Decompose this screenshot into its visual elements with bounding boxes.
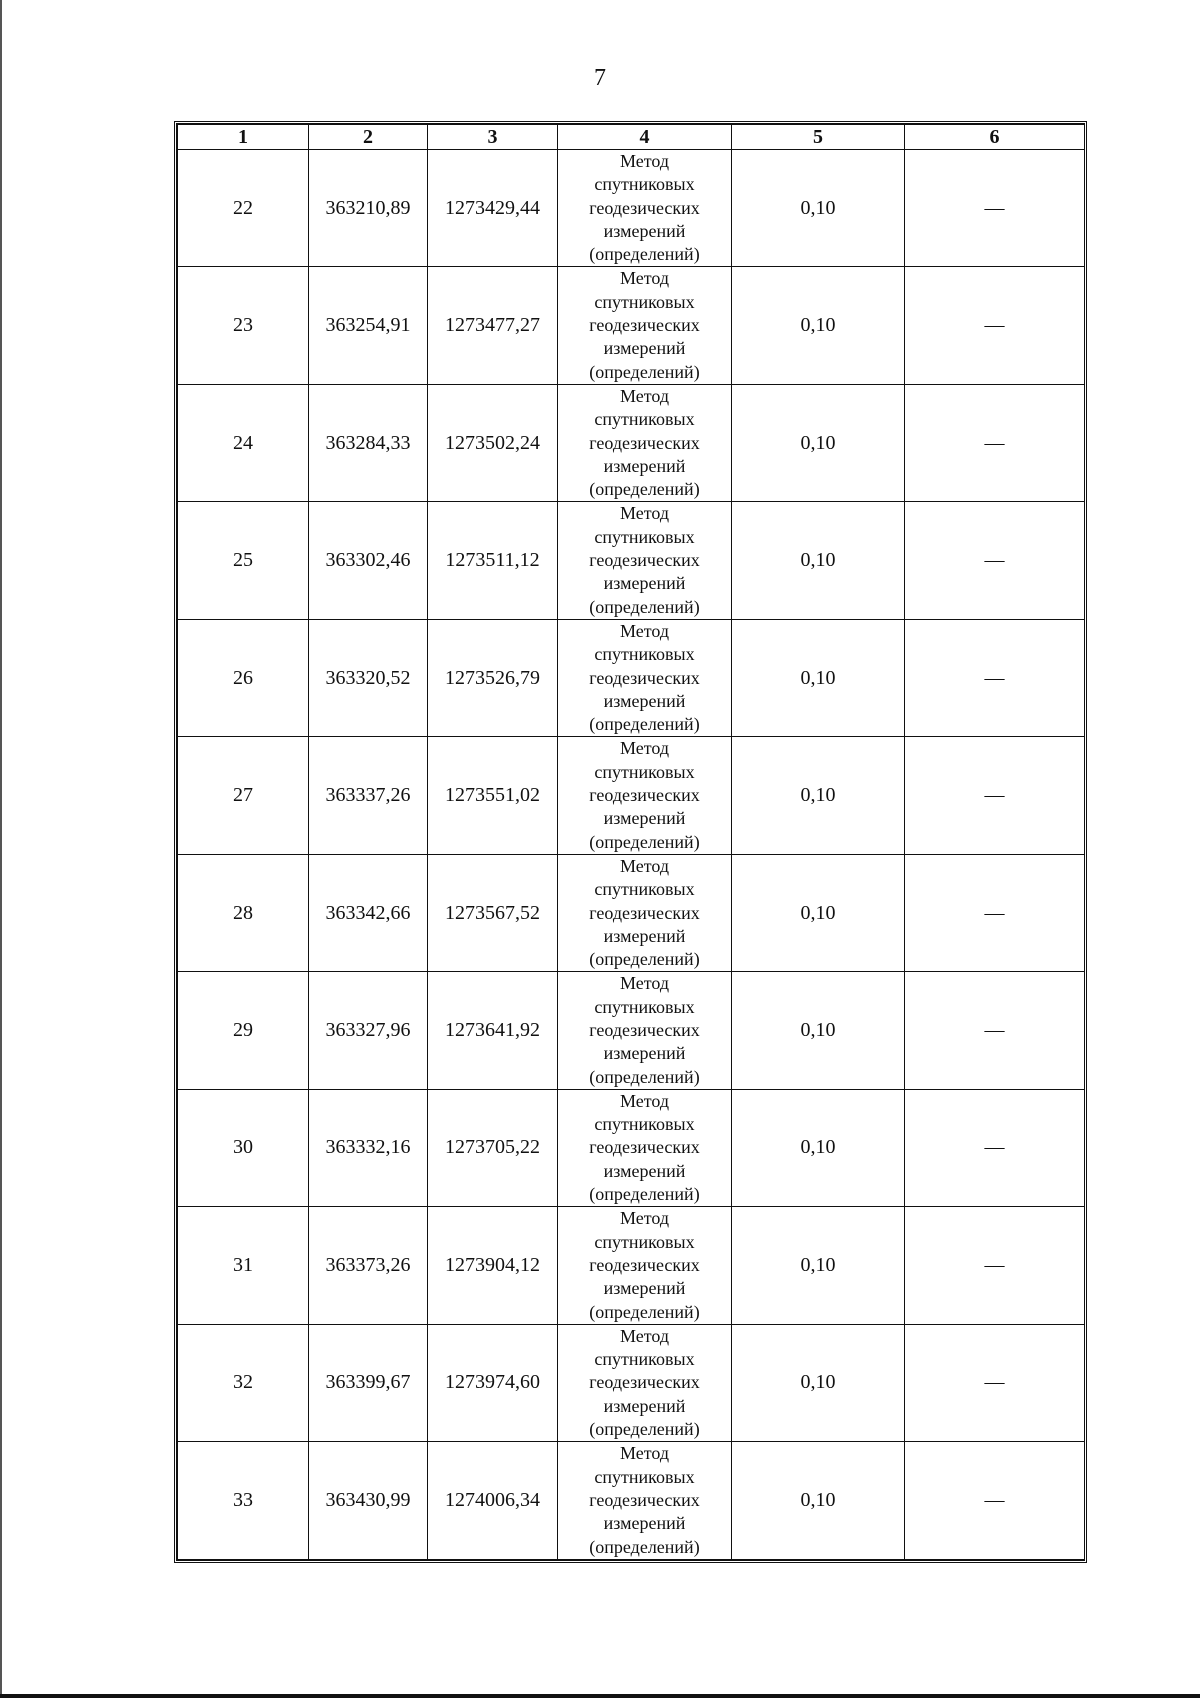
- page-number: 7: [594, 65, 606, 91]
- table-row: [178, 150, 1085, 267]
- method-text-line: Метод: [619, 855, 670, 876]
- note-cell: [905, 267, 1085, 384]
- method-text-line: (определений): [589, 479, 700, 500]
- method-text-line: (определений): [589, 244, 700, 265]
- method-text-line: геодезических: [589, 1489, 700, 1510]
- coordinate-x-cell: 363337,26: [309, 737, 428, 854]
- method-cell: [558, 267, 732, 384]
- note-cell: [905, 1207, 1085, 1324]
- point-number-cell: 22: [178, 150, 309, 267]
- method-text-line: геодезических: [589, 550, 700, 571]
- dash-mark: —: [984, 314, 1005, 337]
- dash-mark: —: [984, 666, 1005, 689]
- header-col-5: 5: [732, 125, 905, 150]
- coordinate-x-cell: 363430,99: [309, 1442, 428, 1559]
- method-text-line: измерений: [603, 1160, 686, 1181]
- coordinates-table-frame: [174, 121, 1087, 1563]
- method-text-line: спутниковых: [594, 409, 695, 430]
- point-number-cell: 28: [178, 854, 309, 971]
- coordinate-x-cell: 363254,91: [309, 267, 428, 384]
- method-cell: [558, 1324, 732, 1441]
- method-text-line: спутниковых: [594, 644, 695, 665]
- method-text-line: измерений: [603, 1513, 686, 1534]
- method-text-line: (определений): [589, 596, 700, 617]
- coordinate-x-cell: 363332,16: [309, 1089, 428, 1206]
- method-text-line: геодезических: [589, 1019, 700, 1040]
- table-row: [178, 619, 1085, 736]
- method-text-line: измерений: [603, 690, 686, 711]
- method-text-line: Метод: [619, 268, 670, 289]
- point-number-cell: 26: [178, 619, 309, 736]
- method-text-line: спутниковых: [594, 1466, 695, 1487]
- point-number-cell: 33: [178, 1442, 309, 1559]
- method-text-line: спутниковых: [594, 1349, 695, 1370]
- method-text-line: геодезических: [589, 667, 700, 688]
- note-cell: [905, 1324, 1085, 1441]
- coordinate-y-cell: 1273641,92: [428, 972, 558, 1089]
- coordinate-x-cell: 363320,52: [309, 619, 428, 736]
- point-number-cell: 31: [178, 1207, 309, 1324]
- method-text-line: геодезических: [589, 785, 700, 806]
- method-cell: [558, 619, 732, 736]
- accuracy-cell: 0,10: [732, 854, 905, 971]
- method-text-line: измерений: [603, 573, 686, 594]
- method-text-line: измерений: [603, 1395, 686, 1416]
- dash-mark: —: [984, 1136, 1005, 1159]
- method-text-line: (определений): [589, 1419, 700, 1440]
- method-cell: [558, 737, 732, 854]
- method-text-line: Метод: [619, 620, 670, 641]
- point-number-cell: 23: [178, 267, 309, 384]
- method-text-line: (определений): [589, 1301, 700, 1322]
- method-text-line: геодезических: [589, 1137, 700, 1158]
- coordinate-x-cell: 363302,46: [309, 502, 428, 619]
- accuracy-cell: 0,10: [732, 1089, 905, 1206]
- method-text-line: Метод: [619, 151, 670, 171]
- note-cell: [905, 1089, 1085, 1206]
- method-text-line: измерений: [603, 1278, 686, 1299]
- coordinate-x-cell: 363373,26: [309, 1207, 428, 1324]
- method-text-line: геодезических: [589, 1254, 700, 1275]
- method-text-line: спутниковых: [594, 1114, 695, 1135]
- coordinate-y-cell: 1273502,24: [428, 384, 558, 501]
- method-text-line: геодезических: [589, 432, 700, 453]
- dash-mark: —: [984, 1253, 1005, 1276]
- coordinate-y-cell: 1273567,52: [428, 854, 558, 971]
- point-number-cell: 27: [178, 737, 309, 854]
- method-cell: [558, 150, 732, 267]
- scan-bottom-edge: [0, 1694, 1200, 1698]
- coordinate-y-cell: 1274006,34: [428, 1442, 558, 1559]
- note-cell: [905, 384, 1085, 501]
- scan-left-edge: [0, 0, 2, 1698]
- method-text-line: измерений: [603, 338, 686, 359]
- method-cell: [558, 384, 732, 501]
- dash-mark: —: [984, 431, 1005, 454]
- header-col-1: 1: [178, 125, 309, 150]
- method-text-line: (определений): [589, 1066, 700, 1087]
- note-cell: [905, 502, 1085, 619]
- table-row: [178, 384, 1085, 501]
- method-text-line: измерений: [603, 455, 686, 476]
- coordinate-y-cell: 1273705,22: [428, 1089, 558, 1206]
- dash-mark: —: [984, 784, 1005, 807]
- method-text-line: геодезических: [589, 902, 700, 923]
- table-body: [178, 150, 1085, 1560]
- method-text-line: геодезических: [589, 197, 700, 218]
- method-text-line: Метод: [619, 973, 670, 994]
- method-text-line: Метод: [619, 1090, 670, 1111]
- note-cell: [905, 619, 1085, 736]
- method-text-line: (определений): [589, 949, 700, 970]
- point-number-cell: 29: [178, 972, 309, 1089]
- method-text-line: (определений): [589, 361, 700, 382]
- table-row: [178, 1324, 1085, 1441]
- accuracy-cell: 0,10: [732, 619, 905, 736]
- header-col-4: 4: [558, 125, 732, 150]
- table-header: [178, 125, 1085, 150]
- table-row: [178, 972, 1085, 1089]
- method-cell: [558, 1089, 732, 1206]
- accuracy-cell: 0,10: [732, 267, 905, 384]
- header-col-3: 3: [428, 125, 558, 150]
- coordinate-y-cell: 1273526,79: [428, 619, 558, 736]
- accuracy-cell: 0,10: [732, 1324, 905, 1441]
- note-cell: [905, 150, 1085, 267]
- method-text-line: измерений: [603, 1043, 686, 1064]
- accuracy-cell: 0,10: [732, 737, 905, 854]
- method-text-line: измерений: [603, 808, 686, 829]
- table-row: [178, 1089, 1085, 1206]
- method-text-line: геодезических: [589, 315, 700, 336]
- dash-mark: —: [984, 196, 1005, 219]
- accuracy-cell: 0,10: [732, 1442, 905, 1559]
- method-cell: [558, 972, 732, 1089]
- method-text-line: спутниковых: [594, 1231, 695, 1252]
- table-row: [178, 267, 1085, 384]
- method-text-line: Метод: [619, 738, 670, 759]
- table-row: [178, 1207, 1085, 1324]
- method-cell: [558, 1442, 732, 1559]
- point-number-cell: 30: [178, 1089, 309, 1206]
- dash-mark: —: [984, 1371, 1005, 1394]
- table-row: [178, 502, 1085, 619]
- method-text-line: измерений: [603, 925, 686, 946]
- method-text-line: (определений): [589, 1184, 700, 1205]
- note-cell: [905, 972, 1085, 1089]
- method-text-line: Метод: [619, 385, 670, 406]
- header-col-6: 6: [905, 125, 1085, 150]
- dash-mark: —: [984, 1488, 1005, 1511]
- note-cell: [905, 854, 1085, 971]
- coordinate-y-cell: 1273477,27: [428, 267, 558, 384]
- table-row: [178, 854, 1085, 971]
- accuracy-cell: 0,10: [732, 502, 905, 619]
- method-cell: [558, 854, 732, 971]
- method-text-line: спутниковых: [594, 526, 695, 547]
- coordinate-y-cell: 1273551,02: [428, 737, 558, 854]
- method-text-line: спутниковых: [594, 996, 695, 1017]
- coordinate-x-cell: 363399,67: [309, 1324, 428, 1441]
- table-row: [178, 1442, 1085, 1559]
- coordinate-x-cell: 363210,89: [309, 150, 428, 267]
- coordinate-y-cell: 1273974,60: [428, 1324, 558, 1441]
- accuracy-cell: 0,10: [732, 1207, 905, 1324]
- point-number-cell: 32: [178, 1324, 309, 1441]
- coordinates-table: [177, 124, 1085, 1560]
- accuracy-cell: 0,10: [732, 150, 905, 267]
- method-cell: [558, 502, 732, 619]
- method-text-line: геодезических: [589, 1372, 700, 1393]
- header-row: [178, 125, 1085, 150]
- method-text-line: (определений): [589, 1536, 700, 1557]
- method-text-line: Метод: [619, 503, 670, 524]
- method-text-line: спутниковых: [594, 761, 695, 782]
- coordinate-x-cell: 363284,33: [309, 384, 428, 501]
- header-col-2: 2: [309, 125, 428, 150]
- dash-mark: —: [984, 1018, 1005, 1041]
- method-text-line: спутниковых: [594, 291, 695, 312]
- note-cell: [905, 737, 1085, 854]
- method-cell: [558, 1207, 732, 1324]
- coordinate-x-cell: 363342,66: [309, 854, 428, 971]
- table-row: [178, 737, 1085, 854]
- method-text-line: (определений): [589, 831, 700, 852]
- coordinate-y-cell: 1273904,12: [428, 1207, 558, 1324]
- dash-mark: —: [984, 549, 1005, 572]
- note-cell: [905, 1442, 1085, 1559]
- method-text-line: спутниковых: [594, 174, 695, 195]
- point-number-cell: 24: [178, 384, 309, 501]
- coordinate-y-cell: 1273429,44: [428, 150, 558, 267]
- method-text-line: Метод: [619, 1443, 670, 1464]
- accuracy-cell: 0,10: [732, 972, 905, 1089]
- coordinate-x-cell: 363327,96: [309, 972, 428, 1089]
- point-number-cell: 25: [178, 502, 309, 619]
- dash-mark: —: [984, 901, 1005, 924]
- method-text-line: Метод: [619, 1208, 670, 1229]
- coordinate-y-cell: 1273511,12: [428, 502, 558, 619]
- method-text-line: Метод: [619, 1325, 670, 1346]
- method-text-line: измерений: [603, 220, 686, 241]
- method-text-line: спутниковых: [594, 879, 695, 900]
- method-text-line: (определений): [589, 714, 700, 735]
- accuracy-cell: 0,10: [732, 384, 905, 501]
